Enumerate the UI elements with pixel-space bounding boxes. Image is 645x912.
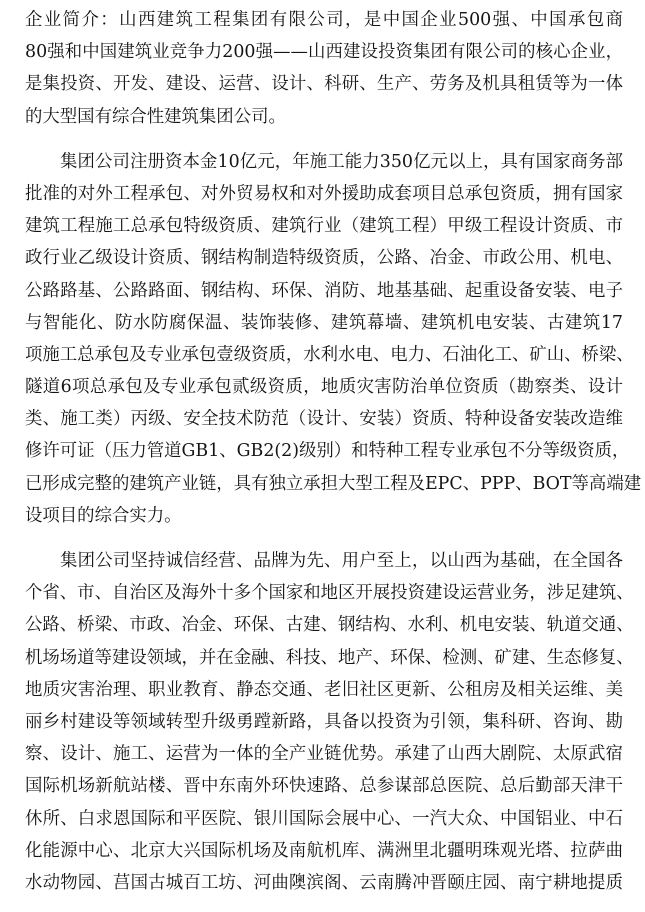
text-line: 修许可证（压力管道GB1、GB2(2)级别）和特种工程专业承包不分等级资质， — [25, 441, 630, 462]
document-body — [25, 4, 642, 899]
text-line: 水动物园、莒国古城百工坊、河曲隩滨阁、云南腾冲晋颐庄园、南宁耕地提质 — [25, 872, 623, 893]
text-line: 公路、桥梁、市政、冶金、环保、古建、钢结构、水利、机电安装、轨道交通、 — [25, 615, 634, 636]
text-line: 项施工总承包及专业承包壹级资质，水利水电、电力、石油化工、矿山、桥梁、 — [25, 344, 634, 365]
text-line: 察、设计、施工、运营为一体的全产业链优势。承建了山西大剧院、太原武宿 — [25, 744, 623, 765]
text-line: 休所、白求恩国际和平医院、银川国际会展中心、一汽大众、中国铝业、中石 — [25, 808, 623, 829]
text-line: 类、施工类）丙级、安全技术防范（设计、安装）资质、特种设备安装改造维 — [25, 409, 623, 430]
text-line: 与智能化、防水防腐保温、装饰装修、建筑幕墙、建筑机电安装、古建筑17 — [25, 312, 623, 333]
text-line: 个省、市、自治区及海外十多个国家和地区开展投资建设运营业务，涉足建筑、 — [25, 583, 634, 604]
text-line: 公路路基、公路路面、钢结构、环保、消防、地基基础、起重设备安装、电子 — [25, 280, 623, 301]
text-line: 政行业乙级设计资质、钢结构制造特级资质，公路、冶金、市政公用、机电、 — [25, 248, 623, 269]
text-line: 地质灾害治理、职业教育、静态交通、老旧社区更新、公租房及相关运维、美 — [25, 679, 623, 700]
text-line: 集团公司坚持诚信经营、品牌为先、用户至上，以山西为基础，在全国各 — [60, 551, 623, 571]
text-line: 企业简介：山西建筑工程集团有限公司，是中国企业500强、中国承包商 — [25, 10, 623, 30]
paragraph-qualifications — [25, 146, 642, 532]
text-line: 建筑工程施工总承包特级资质、建筑行业（建筑工程）甲级工程设计资质、市 — [25, 216, 623, 237]
text-line: 已形成完整的建筑产业链，具有独立承担大型工程及EPC、PPP、BOT等高端建 — [25, 473, 642, 494]
text-line: 隧道6项总承包及专业承包贰级资质，地质灾害防治单位资质（勘察类、设计 — [25, 377, 623, 398]
text-line: 批准的对外工程承包、对外贸易权和对外援助成套项目总承包资质，拥有国家 — [25, 183, 623, 204]
text-line: 国际机场新航站楼、晋中东南外环快速路、总参谋部总医院、总后勤部天津干 — [25, 776, 623, 797]
text-line: 集团公司注册资本金10亿元，年施工能力350亿元以上，具有国家商务部 — [60, 151, 623, 172]
text-line: 化能源中心、北京大兴国际机场及南航机库、满洲里北疆明珠观光塔、拉萨曲 — [25, 840, 623, 861]
text-line: 机场场道等建设领域，并在金融、科技、地产、环保、检测、矿建、生态修复、 — [25, 647, 634, 668]
text-line: 丽乡村建设等领域转型升级勇蹚新路，具备以投资为引领，集科研、咨询、勘 — [25, 711, 623, 732]
text-line: 80强和中国建筑业竞争力200强——山西建设投资集团有限公司的核心企业， — [25, 42, 623, 63]
text-line: 设项目的综合实力。 — [25, 505, 182, 526]
text-line: 的大型国有综合性建筑集团公司。 — [25, 106, 286, 127]
paragraph-company-intro — [25, 4, 623, 133]
text-line: 是集投资、开发、建设、运营、设计、科研、生产、劳务及机具租赁等为一体 — [25, 74, 623, 95]
paragraph-business-scope — [25, 545, 634, 899]
